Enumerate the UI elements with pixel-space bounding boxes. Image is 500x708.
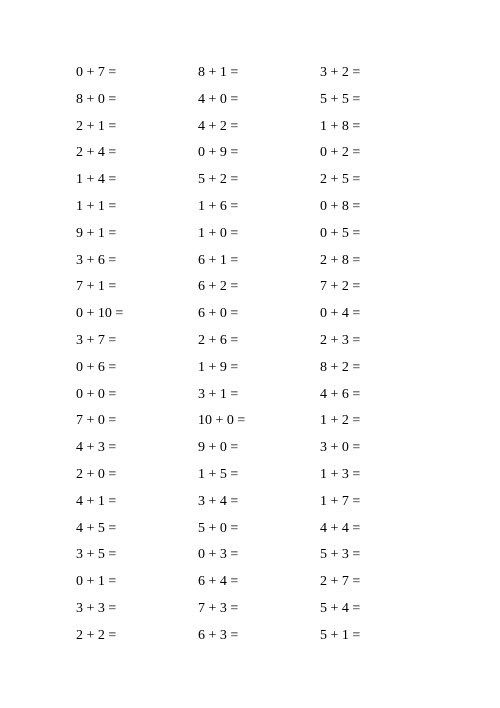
addition-problem: 3 + 5 = [76,547,117,563]
addition-problem: 7 + 0 = [76,413,117,429]
addition-problem: 2 + 2 = [76,627,117,643]
addition-problem: 2 + 4 = [76,145,117,161]
addition-problem: 3 + 0 = [320,440,361,456]
addition-problem: 0 + 6 = [76,359,117,375]
addition-problem: 3 + 4 = [198,493,239,509]
addition-problem: 0 + 0 = [76,386,117,402]
addition-problem: 1 + 5 = [198,467,239,482]
addition-problem: 5 + 4 = [320,601,361,616]
addition-problem: 9 + 1 = [76,225,117,241]
addition-problem: 1 + 9 = [198,359,239,375]
addition-problem: 3 + 3 = [76,601,117,616]
addition-problem: 2 + 3 = [320,333,361,348]
addition-problem: 6 + 4 = [198,574,239,590]
addition-problem: 2 + 6 = [198,333,239,348]
addition-problem: 2 + 1 = [76,118,117,134]
addition-problem: 4 + 3 = [76,440,117,456]
addition-problem: 2 + 7 = [320,574,361,590]
addition-problem: 1 + 3 = [320,467,361,482]
addition-problem: 4 + 0 = [198,91,239,107]
addition-problem: 0 + 3 = [198,547,239,563]
addition-problem: 0 + 1 = [76,574,117,590]
addition-problem: 1 + 0 = [198,225,239,241]
addition-problem: 3 + 2 = [320,65,361,80]
addition-problem: 3 + 1 = [198,386,239,402]
addition-problem: 1 + 4 = [76,172,117,188]
addition-problem: 6 + 1 = [198,252,239,268]
addition-problem: 8 + 1 = [198,65,239,80]
addition-problem: 3 + 7 = [76,333,117,348]
addition-problem: 7 + 1 = [76,279,117,295]
addition-problem: 4 + 2 = [198,118,239,134]
addition-problem: 0 + 8 = [320,199,361,214]
addition-problem: 4 + 5 = [76,520,117,536]
addition-problem: 6 + 2 = [198,279,239,295]
addition-problem: 5 + 2 = [198,172,239,188]
addition-problem: 0 + 4 = [320,306,361,322]
addition-problem: 1 + 2 = [320,413,361,429]
addition-problem: 1 + 7 = [320,493,361,509]
addition-problem: 0 + 7 = [76,65,117,80]
addition-problem: 5 + 0 = [198,520,239,536]
addition-problem: 6 + 3 = [198,627,239,643]
addition-problem: 6 + 0 = [198,306,239,322]
addition-problem: 9 + 0 = [198,440,239,456]
addition-problem: 0 + 10 = [76,306,124,322]
addition-problem: 2 + 5 = [320,172,361,188]
addition-problem: 7 + 2 = [320,279,361,295]
addition-problem: 0 + 5 = [320,225,361,241]
addition-problem: 1 + 1 = [76,199,117,214]
addition-problem: 4 + 4 = [320,520,361,536]
addition-problem: 8 + 0 = [76,91,117,107]
addition-problem: 4 + 1 = [76,493,117,509]
addition-problem: 5 + 5 = [320,91,361,107]
addition-problem: 1 + 6 = [198,199,239,214]
addition-problem: 1 + 8 = [320,118,361,134]
addition-problem: 2 + 8 = [320,252,361,268]
addition-problem: 8 + 2 = [320,359,361,375]
addition-problem: 5 + 3 = [320,547,361,563]
addition-problem: 7 + 3 = [198,601,239,616]
addition-problem: 4 + 6 = [320,386,361,402]
addition-problem: 10 + 0 = [198,413,246,429]
addition-problem: 3 + 6 = [76,252,117,268]
addition-problem: 2 + 0 = [76,467,117,482]
addition-problem: 0 + 2 = [320,145,361,161]
addition-problem: 5 + 1 = [320,627,361,643]
addition-problem: 0 + 9 = [198,145,239,161]
